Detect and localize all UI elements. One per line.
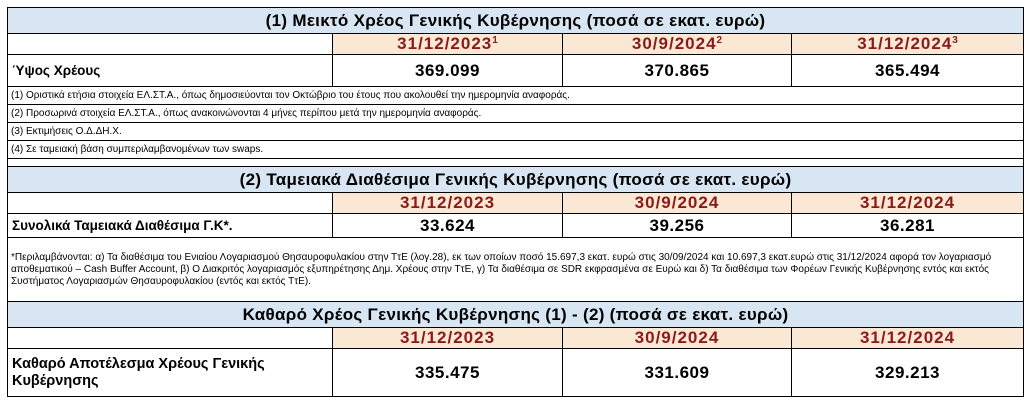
section1-date-2: 30/9/2024$^2$: [563, 34, 792, 55]
net-value-sep2024: 331.609: [563, 349, 792, 397]
debt-height-label: Ύψος Χρέους: [8, 55, 333, 87]
cash-reserves-label: Συνολικά Ταμειακά Διαθέσιμα Γ.Κ*.: [8, 214, 333, 238]
section3-date-2: 30/9/2024: [563, 328, 792, 349]
section3-title: Καθαρό Χρέος Γενικής Κυβέρνησης (1) - (2) (ποσά σε εκατ. ευρώ): [8, 302, 1024, 328]
footnote-3: (3) Εκτιμήσεις Ο.Δ.ΔΗ.Χ.: [8, 123, 1024, 141]
section2-header-blank: [8, 193, 333, 214]
section1-header-blank: [8, 34, 333, 55]
cash-value-sep2024: 39.256: [563, 214, 792, 238]
cash-value-dec2024: 36.281: [792, 214, 1024, 238]
net-value-dec2024: 329.213: [792, 349, 1024, 397]
debt-value-sep2024: 370.865: [563, 55, 792, 87]
cash-footnote: *Περιλαμβάνονται: α) Τα διαθέσιμα του Ενιαίου Λογαριασμού Θησαυροφυλακίου στην ΤτΕ (λογ.28), εκ των οποίων ποσό 15.697,3 εκατ. ευρώ στις 30/09/2024 και 10.697,3 εκατ.ευρώ στις 31/12/2024 αφορά τον λογαριασμό αποθεματικού – Cash Buffer Account, β) Ο Διακριτός λογαριασμός εξυπηρέτησης Δημ. Χρέους στην ΤτΕ, γ) Τα διαθέσιμα σε SDR εκφρασμένα σε Ευρώ και δ) Τα διαθέσιμα των Φορέων Γενικής Κυβέρνησης εντός και εκτός Συστήματος Λογαριασμών Θησαυροφυλακίου (εντός και εκτός ΤτΕ).: [8, 238, 1024, 302]
section2-title: (2) Ταμειακά Διαθέσιμα Γενικής Κυβέρνησης (ποσά σε εκατ. ευρώ): [8, 167, 1024, 193]
spacer-1: [8, 159, 1024, 167]
section1-date-1: 31/12/2023$^1$: [333, 34, 563, 55]
debt-value-2023: 369.099: [333, 55, 563, 87]
section2-date-1: 31/12/2023: [333, 193, 563, 214]
net-debt-label: Καθαρό Αποτέλεσμα Χρέους Γενικής Κυβέρνησης: [8, 349, 333, 397]
debt-table: [7, 7, 1024, 397]
debt-value-dec2024: 365.494: [792, 55, 1024, 87]
section3-header-blank: [8, 328, 333, 349]
section1-date-3: 31/12/2024$^3$: [792, 34, 1024, 55]
section1-title: (1) Μεικτό Χρέος Γενικής Κυβέρνησης (ποσά σε εκατ. ευρώ): [8, 8, 1024, 34]
footnote-2: (2) Προσωρινά στοιχεία ΕΛ.ΣΤ.Α., όπως ανακοινώνονται 4 μήνες περίπου μετά την ημερομηνία αναφοράς.: [8, 105, 1024, 123]
cash-value-2023: 33.624: [333, 214, 563, 238]
section2-date-2: 30/9/2024: [563, 193, 792, 214]
section2-date-3: 31/12/2024: [792, 193, 1024, 214]
section3-date-3: 31/12/2024: [792, 328, 1024, 349]
footnote-4: (4) Σε ταμειακή βάση συμπεριλαμβανομένων των swaps.: [8, 141, 1024, 159]
footnote-1: (1) Οριστικά ετήσια στοιχεία ΕΛ.ΣΤ.Α., όπως δημοσιεύονται τον Οκτώβριο του έτους που ακολουθεί την ημερομηνία αναφοράς.: [8, 87, 1024, 105]
net-value-2023: 335.475: [333, 349, 563, 397]
section3-date-1: 31/12/2023: [333, 328, 563, 349]
